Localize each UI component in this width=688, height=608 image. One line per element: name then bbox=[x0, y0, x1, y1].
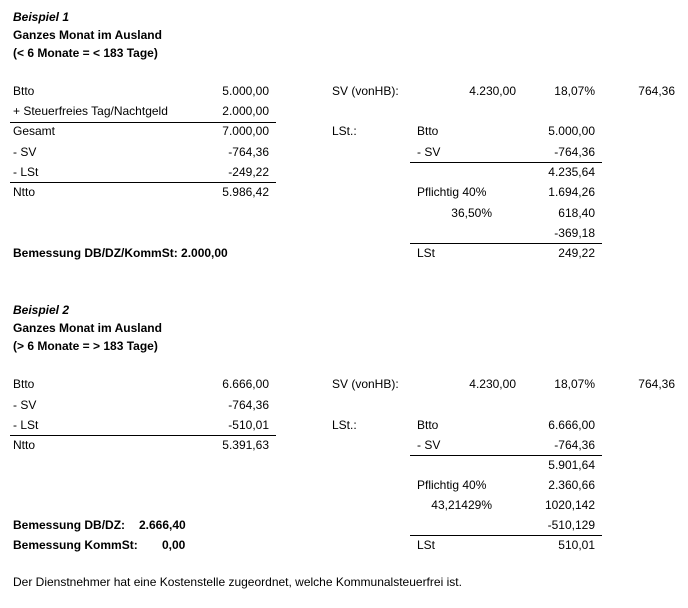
ex2-lst-pflichtig-value: 2.360,66 bbox=[548, 478, 595, 492]
ex2-left-label-lst: - LSt bbox=[13, 418, 39, 432]
example1-title: Beispiel 1 bbox=[13, 10, 70, 24]
ex1-lst-pflichtig-label: Pflichtig 40% bbox=[417, 185, 487, 199]
ex2-bemessung-dbdz-label: Bemessung DB/DZ: bbox=[13, 518, 126, 532]
ex2-lst-label: LSt.: bbox=[332, 418, 357, 432]
ex1-left-label-lst: - LSt bbox=[13, 165, 39, 179]
ex1-left-value-btto: 5.000,00 bbox=[222, 84, 269, 98]
example1-heading: Ganzes Monat im Ausland bbox=[13, 28, 162, 42]
ex1-left-label-sv: - SV bbox=[13, 145, 37, 159]
ex1-lst-sub-value: 4.235,64 bbox=[548, 165, 595, 179]
ex1-left-label-ntto: Ntto bbox=[13, 185, 36, 199]
ex2-lst-deduct-value: -510,129 bbox=[547, 518, 595, 532]
ex2-lst-sv-value: -764,36 bbox=[554, 438, 595, 452]
ex1-sv-label: SV (vonHB): bbox=[332, 84, 399, 98]
ex2-left-value-lst: -510,01 bbox=[228, 418, 269, 432]
ex2-lst-total-label: LSt bbox=[417, 538, 436, 552]
ex1-lst-sv-value: -764,36 bbox=[554, 145, 595, 159]
ex2-left-rule bbox=[10, 435, 276, 436]
ex2-lst-rule-1 bbox=[410, 455, 602, 456]
ex1-left-value-sv: -764,36 bbox=[228, 145, 269, 159]
ex1-left-rule-1 bbox=[10, 122, 276, 123]
ex2-lst-sub-value: 5.901,64 bbox=[548, 458, 595, 472]
ex2-left-value-ntto: 5.391,63 bbox=[222, 438, 269, 452]
ex1-left-rule-2 bbox=[10, 182, 276, 183]
ex2-left-label-ntto: Ntto bbox=[13, 438, 36, 452]
ex1-bemessung: Bemessung DB/DZ/KommSt: 2.000,00 bbox=[13, 246, 228, 260]
ex1-left-value-ntto: 5.986,42 bbox=[222, 185, 269, 199]
ex2-lst-btto-label: Btto bbox=[417, 418, 439, 432]
ex1-left-value-lst: -249,22 bbox=[228, 165, 269, 179]
ex2-left-label-sv: - SV bbox=[13, 398, 37, 412]
ex1-lst-rate-value: 618,40 bbox=[558, 206, 595, 220]
example2-title: Beispiel 2 bbox=[13, 303, 70, 317]
ex2-lst-total-value: 510,01 bbox=[558, 538, 595, 552]
ex1-lst-total-value: 249,22 bbox=[558, 246, 595, 260]
ex1-left-label-steuerfrei: + Steuerfreies Tag/Nachtgeld bbox=[13, 104, 168, 118]
ex1-lst-total-label: LSt bbox=[417, 246, 436, 260]
ex2-left-value-btto: 6.666,00 bbox=[222, 377, 269, 391]
ex2-bemessung-dbdz-value: 2.666,40 bbox=[139, 518, 186, 532]
ex2-lst-rule-2 bbox=[410, 535, 602, 536]
ex2-sv-base: 4.230,00 bbox=[469, 377, 516, 391]
ex2-lst-btto-value: 6.666,00 bbox=[548, 418, 595, 432]
ex1-lst-pflichtig-value: 1.694,26 bbox=[548, 185, 595, 199]
footer-note: Der Dienstnehmer hat eine Kostenstelle zugeordnet, welche Kommunalsteuerfrei ist. bbox=[13, 575, 462, 589]
ex1-lst-rule-2 bbox=[410, 243, 602, 244]
ex1-lst-sv-label: - SV bbox=[417, 145, 441, 159]
ex1-lst-label: LSt.: bbox=[332, 124, 357, 138]
ex1-lst-rate-label: 36,50% bbox=[451, 206, 492, 220]
ex2-bemessung-kommst-label: Bemessung KommSt: bbox=[13, 538, 138, 552]
ex2-lst-rate-label: 43,21429% bbox=[431, 498, 492, 512]
ex1-lst-deduct-value: -369,18 bbox=[554, 226, 595, 240]
ex1-sv-rate: 18,07% bbox=[554, 84, 595, 98]
example1-condition: (< 6 Monate = < 183 Tage) bbox=[13, 46, 158, 60]
ex1-lst-rule-1 bbox=[410, 162, 602, 163]
ex2-sv-rate: 18,07% bbox=[554, 377, 595, 391]
ex2-lst-sv-label: - SV bbox=[417, 438, 441, 452]
ex2-left-value-sv: -764,36 bbox=[228, 398, 269, 412]
example2-heading: Ganzes Monat im Ausland bbox=[13, 321, 162, 335]
ex2-sv-label: SV (vonHB): bbox=[332, 377, 399, 391]
ex2-sv-amount: 764,36 bbox=[638, 377, 675, 391]
ex1-lst-btto-label: Btto bbox=[417, 124, 439, 138]
ex1-left-value-gesamt: 7.000,00 bbox=[222, 124, 269, 138]
ex1-left-value-steuerfrei: 2.000,00 bbox=[222, 104, 269, 118]
ex1-sv-amount: 764,36 bbox=[638, 84, 675, 98]
ex2-left-label-btto: Btto bbox=[13, 377, 35, 391]
ex1-lst-btto-value: 5.000,00 bbox=[548, 124, 595, 138]
ex2-lst-pflichtig-label: Pflichtig 40% bbox=[417, 478, 487, 492]
ex2-bemessung-kommst-value: 0,00 bbox=[162, 538, 186, 552]
ex1-left-label-gesamt: Gesamt bbox=[13, 124, 56, 138]
example2-condition: (> 6 Monate = > 183 Tage) bbox=[13, 339, 158, 353]
ex1-sv-base: 4.230,00 bbox=[469, 84, 516, 98]
ex2-lst-rate-value: 1020,142 bbox=[544, 498, 595, 512]
ex1-left-label-btto: Btto bbox=[13, 84, 35, 98]
